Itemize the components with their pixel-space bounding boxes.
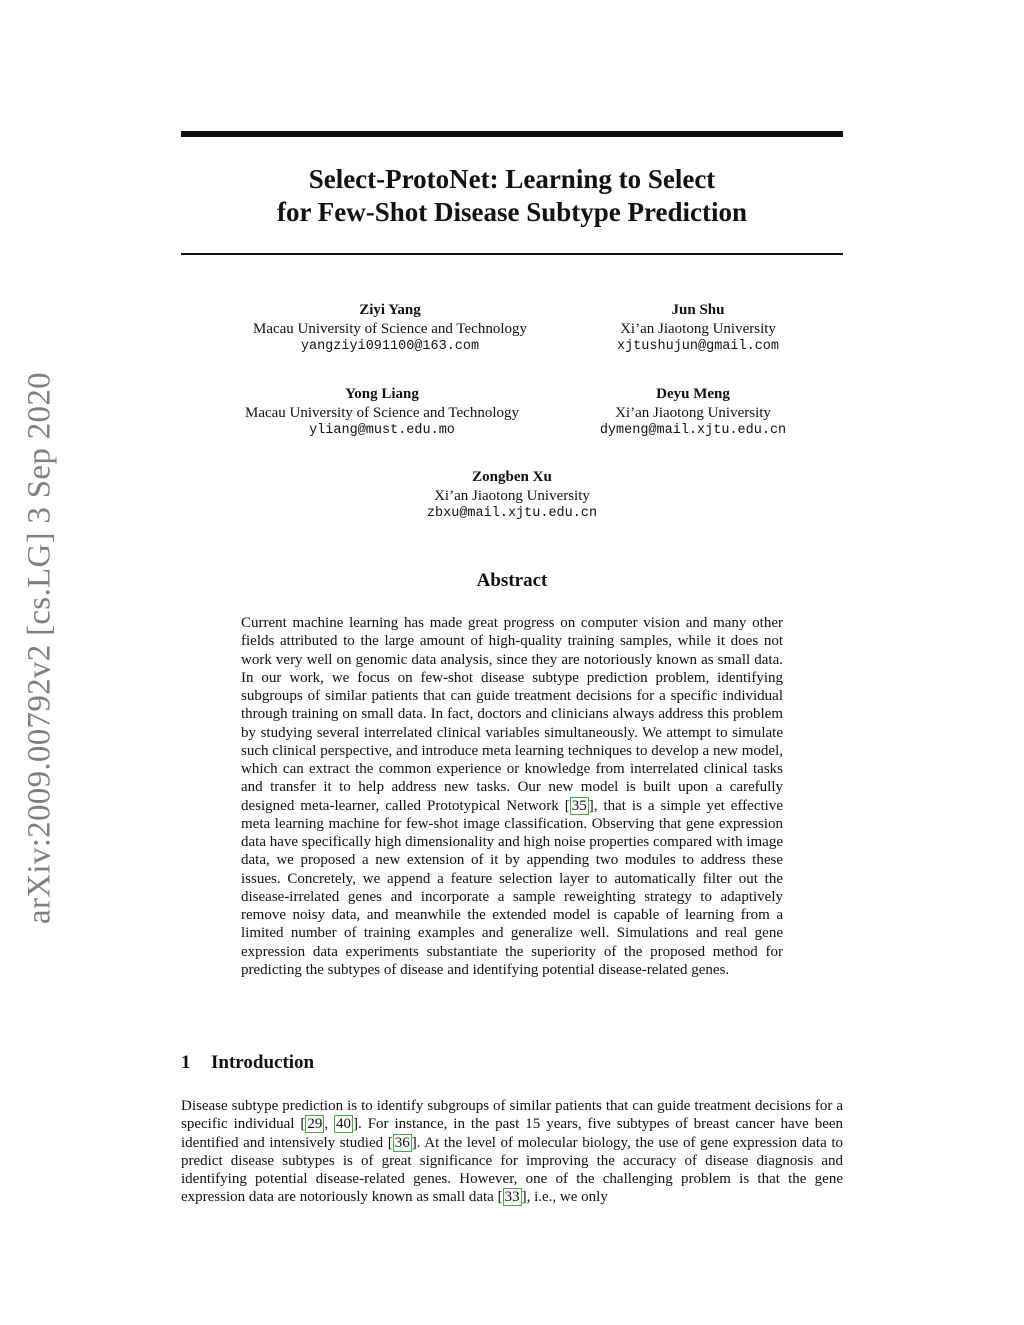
- author-block: [253, 301, 527, 357]
- author-block: [600, 385, 786, 441]
- author-email[interactable]: yangziyi091100@163.com: [300, 339, 480, 354]
- author-block: [617, 301, 779, 357]
- citation-link[interactable]: 33: [504, 1189, 520, 1206]
- author-affiliation: Xi’an Jiaotong University: [615, 404, 771, 421]
- author-name: Yong Liang: [345, 386, 419, 402]
- intro-text-part: ], i.e., we only: [521, 1189, 608, 1206]
- introduction-text: [181, 1097, 843, 1207]
- intro-text-part: ]. At the level of molecular biology, the use of gene expression data to predict disease subtypes is of great significance for improving the accuracy of disease diagnosis and identifying potential disease-related genes. However, one of the challenging problem is that the gene expression data are notoriously known as small data [: [181, 1134, 843, 1206]
- abstract-text-part: ], that is a simple yet effective meta learning machine for few-shot image classification. Observing that gene expression data have specifically high dimensionality and high noise properties compared with image data, we proposed a new extension of it by appending two modules to address these issues. Concretely, we append a feature selection layer to automatically filter out the disease-irrelated genes and incorporate a sample reweighting strategy to adaptively remove noisy data, and meanwhile the extended model is capable of learning from a limited number of training examples and generalize well. Simulations and real gene expression data experiments substantiate the superiority of the proposed method for predicting the subtypes of disease and identifying potential disease-related genes.: [241, 797, 783, 978]
- section-heading-introduction: [181, 1052, 314, 1074]
- citation-link[interactable]: 36: [394, 1134, 410, 1151]
- author-email[interactable]: xjtushujun@gmail.com: [616, 339, 780, 354]
- author-name: Jun Shu: [671, 302, 725, 318]
- author-block: [245, 385, 519, 441]
- citation-link[interactable]: 29: [307, 1116, 323, 1133]
- author-name: Zongben Xu: [472, 469, 552, 485]
- author-name: Ziyi Yang: [359, 302, 421, 318]
- author-affiliation: Xi’an Jiaotong University: [434, 487, 590, 504]
- title-top-rule: [181, 131, 843, 137]
- citation-link[interactable]: 40: [336, 1116, 352, 1133]
- section-number: 1: [181, 1052, 191, 1073]
- author-email[interactable]: yliang@must.edu.mo: [309, 423, 455, 438]
- abstract-heading: Abstract: [476, 570, 548, 591]
- citation-link[interactable]: 35: [571, 797, 587, 814]
- paper-title: [181, 163, 843, 229]
- author-affiliation: Xi’an Jiaotong University: [620, 320, 776, 337]
- section-title: Introduction: [211, 1052, 315, 1073]
- author-email[interactable]: dymeng@mail.xjtu.edu.cn: [599, 423, 787, 438]
- author-affiliation: Macau University of Science and Technology: [252, 320, 528, 337]
- author-email[interactable]: zbxu@mail.xjtu.edu.cn: [426, 506, 598, 521]
- intro-text-part: ]. For instance, in the past 15 years, five subtypes of breast cancer have been identified and intensively studied [: [181, 1116, 844, 1151]
- title-line-1: Select-ProtoNet: Learning to Select: [308, 164, 716, 194]
- title-bottom-rule: [181, 253, 843, 255]
- arxiv-identifier-stamp: arXiv:2009.00792v2 [cs.LG] 3 Sep 2020: [21, 372, 58, 924]
- title-line-2: for Few-Shot Disease Subtype Prediction: [277, 197, 747, 227]
- author-block: [427, 468, 597, 524]
- abstract-text: [241, 614, 783, 979]
- abstract-text-part: Current machine learning has made great progress on computer vision and many other fields attributed to the large amount of high-quality training samples, while it does not work very well on genomic data analysis, since they are notoriously known as small data. In our work, we focus on few-shot disease subtype prediction problem, identifying subgroups of similar patients that can guide treatment decisions for a specific individual through training on small data. In fact, doctors and clinicians always address this problem by studying several interrelated clinical variables simultaneously. We attempt to simulate such clinical perspective, and introduce meta learning techniques to develop a new model, which can extract the common experience or knowledge from interrelated clinical tasks and transfer it to help address new tasks. Our new model is built upon a carefully designed meta-learner, called Prototypical Network [: [241, 615, 783, 814]
- intro-text-part: Disease subtype prediction is to identify subgroups of similar patients that can guide treatment decisions for a specific individual [: [181, 1098, 843, 1133]
- author-affiliation: Macau University of Science and Technology: [244, 404, 520, 421]
- author-name: Deyu Meng: [656, 386, 730, 402]
- citation-separator: ,: [324, 1116, 335, 1133]
